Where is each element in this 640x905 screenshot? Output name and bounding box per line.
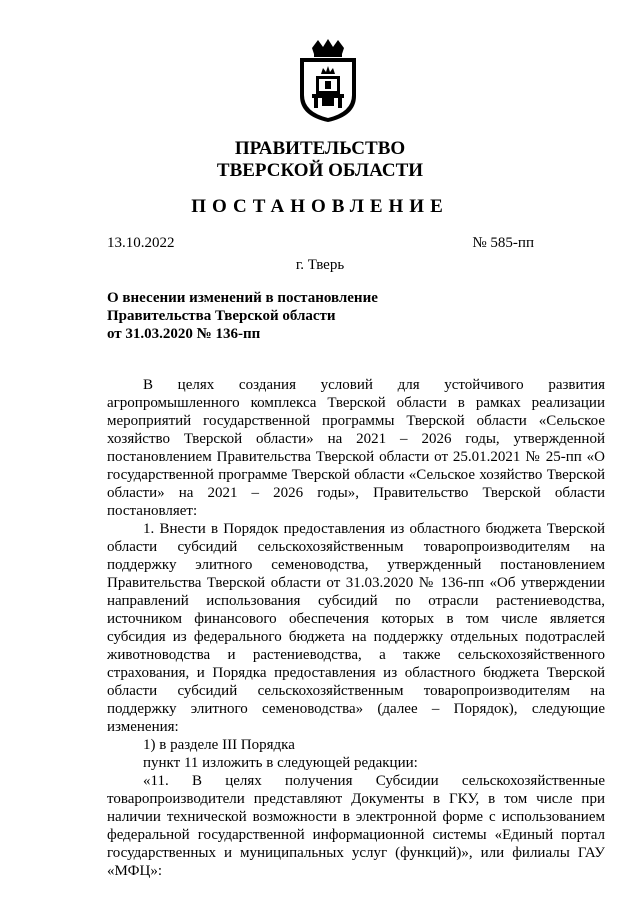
body-paragraph-item-1: 1. Внести в Порядок предоставления из областного бюджета Тверской области субсидий сельскохозяйственным товаропроизводителям на поддержку элитного семеноводства, утвержденный постановлением Правительства Тверской области от 31.03.2020 № 136-пп «Об утверждении направлений использования субсидий по отрасли растениеводства, источником финансового обеспечения которых в том числе является субсидия из федерального бюджета на поддержку отдельных подотраслей животноводства и растениеводства, а также сельскохозяйственного страхования, и Порядка предоставления из областного бюджета Тверской области субсидий сельскохозяйственным товаропроизводителям на поддержку элитного семеноводства» (далее – Порядок), следующие изменения: [107, 521, 605, 735]
document-number: № 585-пп [472, 235, 534, 251]
subject-line1: О внесении изменений в постановление [107, 290, 378, 306]
body-paragraph-instruction: пункт 11 изложить в следующей редакции: [143, 755, 418, 771]
subject-line3: от 31.03.2020 № 136-пп [107, 326, 261, 342]
document-city: г. Тверь [295, 257, 345, 273]
document-body [107, 376, 605, 880]
document-date: 13.10.2022 [107, 235, 175, 251]
organization-name-line1: ПРАВИТЕЛЬСТВО [234, 138, 406, 159]
document-type: ПОСТАНОВЛЕНИЕ [191, 196, 449, 217]
subject-line2: Правительства Тверской области [107, 308, 336, 324]
document-subject [107, 289, 527, 343]
body-paragraph-preamble: В целях создания условий для устойчивого развития агропромышленного комплекса Тверской области в рамках реализации мероприятий государственной программы Тверской области «Сельское хозяйство Тверской области» на 2021 – 2026 годы, утвержденной постановлением Правительства Тверской области от 25.01.2021 № 25-пп «О государственной программе Тверской области «Сельское хозяйство Тверской области» на 2021 – 2026 годы», Правительство Тверской области постановляет: [107, 377, 605, 519]
body-paragraph-clause-11: «11. В целях получения Субсидии сельскохозяйственные товаропроизводители представляют Документы в ГКУ, в том числе при наличии технической возможности в электронной форме с использованием федеральной государственной информационной системы «Единый портал государственных и муниципальных услуг (функций)», или филиалы ГАУ «МФЦ»: [107, 773, 605, 879]
body-paragraph-subitem: 1) в разделе III Порядка [143, 737, 295, 753]
organization-name-line2: ТВЕРСКОЙ ОБЛАСТИ [216, 160, 424, 181]
coat-of-arms-icon [292, 38, 364, 124]
